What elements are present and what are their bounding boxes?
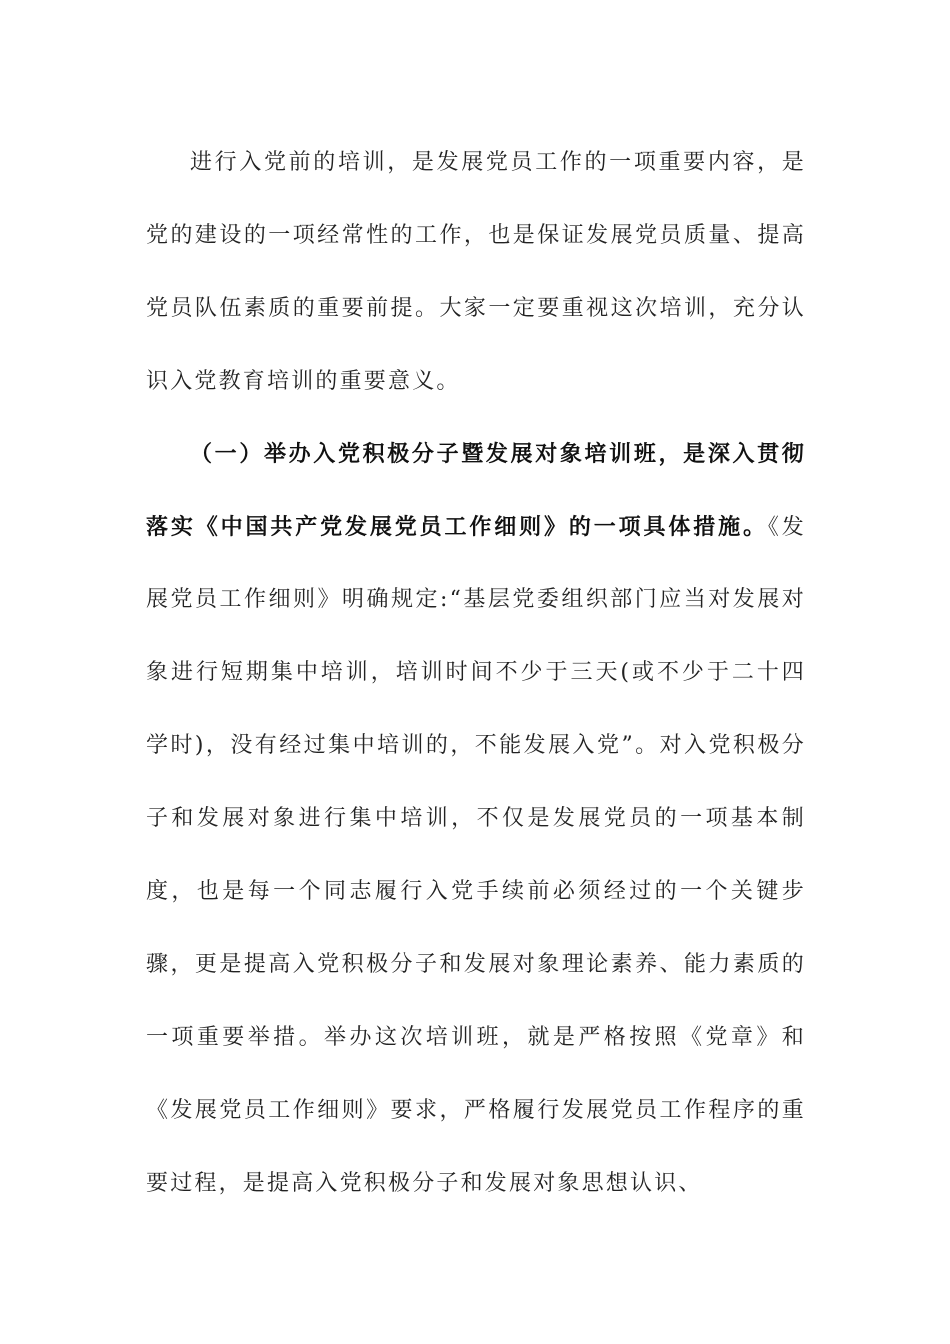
- section-one-heading: （一）举办入党积极分子暨发展对象培训班，是深入贯彻落实《中国共产党发展党员工作细则》的一项具体措施。: [146, 441, 806, 540]
- paragraph-intro-text: 进行入党前的培训，是发展党员工作的一项重要内容，是党的建设的一项经常性的工作，也是保证发展党员质量、提高党员队伍素质的重要前提。大家一定要重视这次培训，充分认识入党教育培训的重要意义。: [146, 150, 806, 394]
- paragraph-intro: [146, 127, 806, 419]
- paragraph-section-one: [146, 419, 806, 1221]
- section-one-body: 《发展党员工作细则》明确规定:“基层党委组织部门应当对发展对象进行短期集中培训，培训时间不少于三天(或不少于二十四学时)，没有经过集中培训的，不能发展入党”。对入党积极分子和发展对象进行集中培训，不仅是发展党员的一项基本制度，也是每一个同志履行入党手续前必须经过的一个关键步骤，更是提高入党积极分子和发展对象理论素养、能力素质的一项重要举措。举办这次培训班，就是严格按照《党章》和《发展党员工作细则》要求，严格履行发展党员工作程序的重要过程，是提高入党积极分子和发展对象思想认识、: [146, 514, 806, 1196]
- document-body: [146, 127, 806, 1221]
